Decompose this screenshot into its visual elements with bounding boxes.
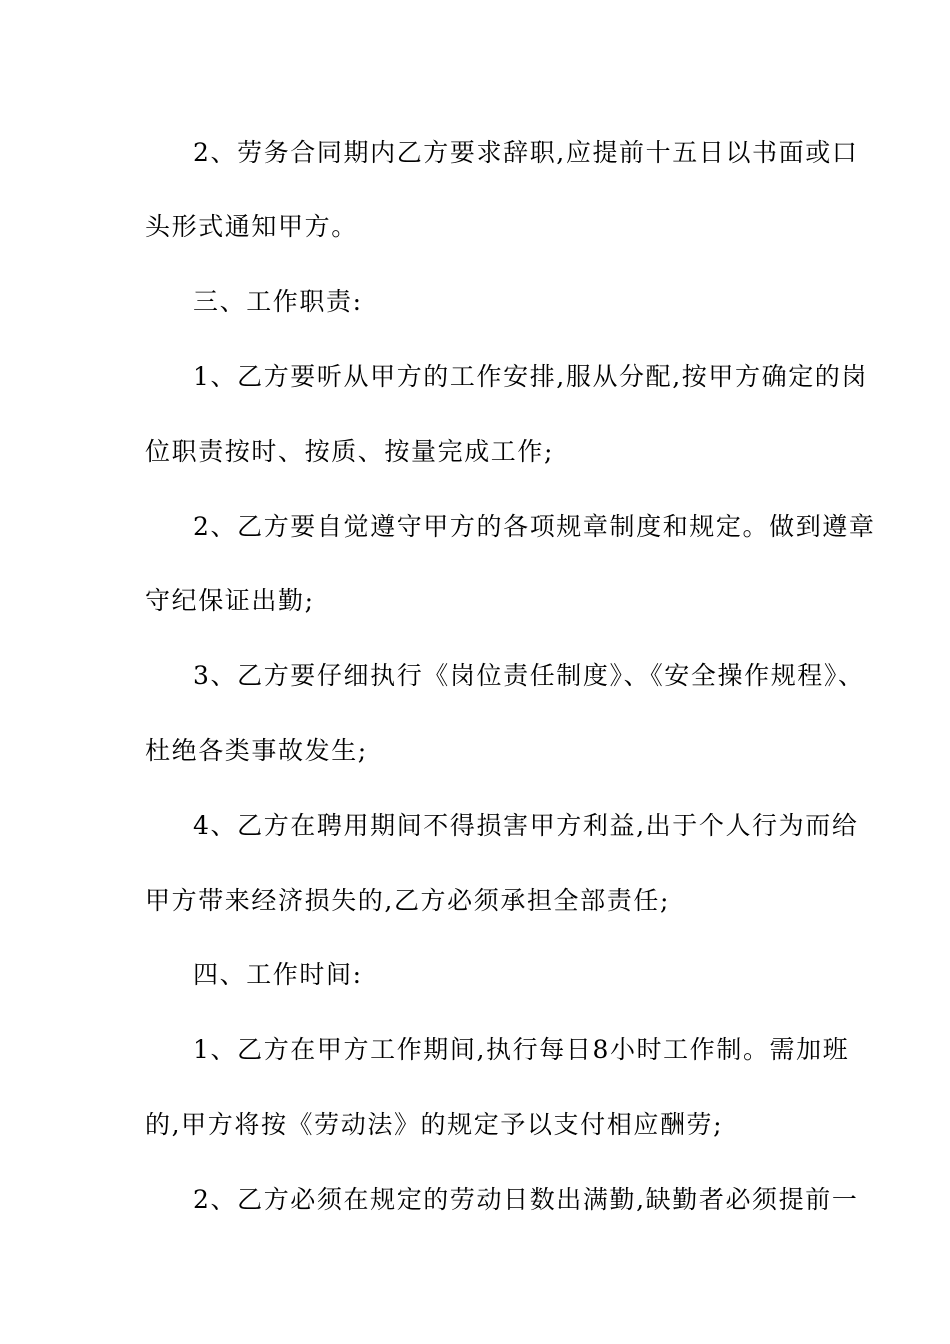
paragraph-line: 2、乙方必须在规定的劳动日数出满勤,缺勤者必须提前一	[193, 1185, 859, 1214]
paragraph-line: 头形式通知甲方。	[145, 212, 358, 241]
paragraph-line: 守纪保证出勤;	[145, 586, 315, 615]
paragraph-line: 4、乙方在聘用期间不得损害甲方利益,出于个人行为而给	[193, 811, 859, 840]
section-heading: 四、工作时间:	[193, 960, 363, 989]
paragraph-line: 杜绝各类事故发生;	[145, 736, 368, 765]
paragraph-line: 2、劳务合同期内乙方要求辞职,应提前十五日以书面或口	[193, 138, 859, 167]
section-heading: 三、工作职责:	[193, 287, 363, 316]
paragraph-line: 位职责按时、按质、按量完成工作;	[145, 437, 555, 466]
paragraph-line: 2、乙方要自觉遵守甲方的各项规章制度和规定。做到遵章	[193, 512, 876, 541]
paragraph-line: 的,甲方将按《劳动法》的规定予以支付相应酬劳;	[145, 1110, 724, 1139]
paragraph-line: 1、乙方要听从甲方的工作安排,服从分配,按甲方确定的岗	[193, 362, 869, 391]
paragraph-line: 1、乙方在甲方工作期间,执行每日8小时工作制。需加班	[193, 1035, 850, 1064]
paragraph-line: 甲方带来经济损失的,乙方必须承担全部责任;	[145, 886, 670, 915]
paragraph-line: 3、乙方要仔细执行《岗位责任制度》、《安全操作规程》、	[193, 661, 865, 690]
